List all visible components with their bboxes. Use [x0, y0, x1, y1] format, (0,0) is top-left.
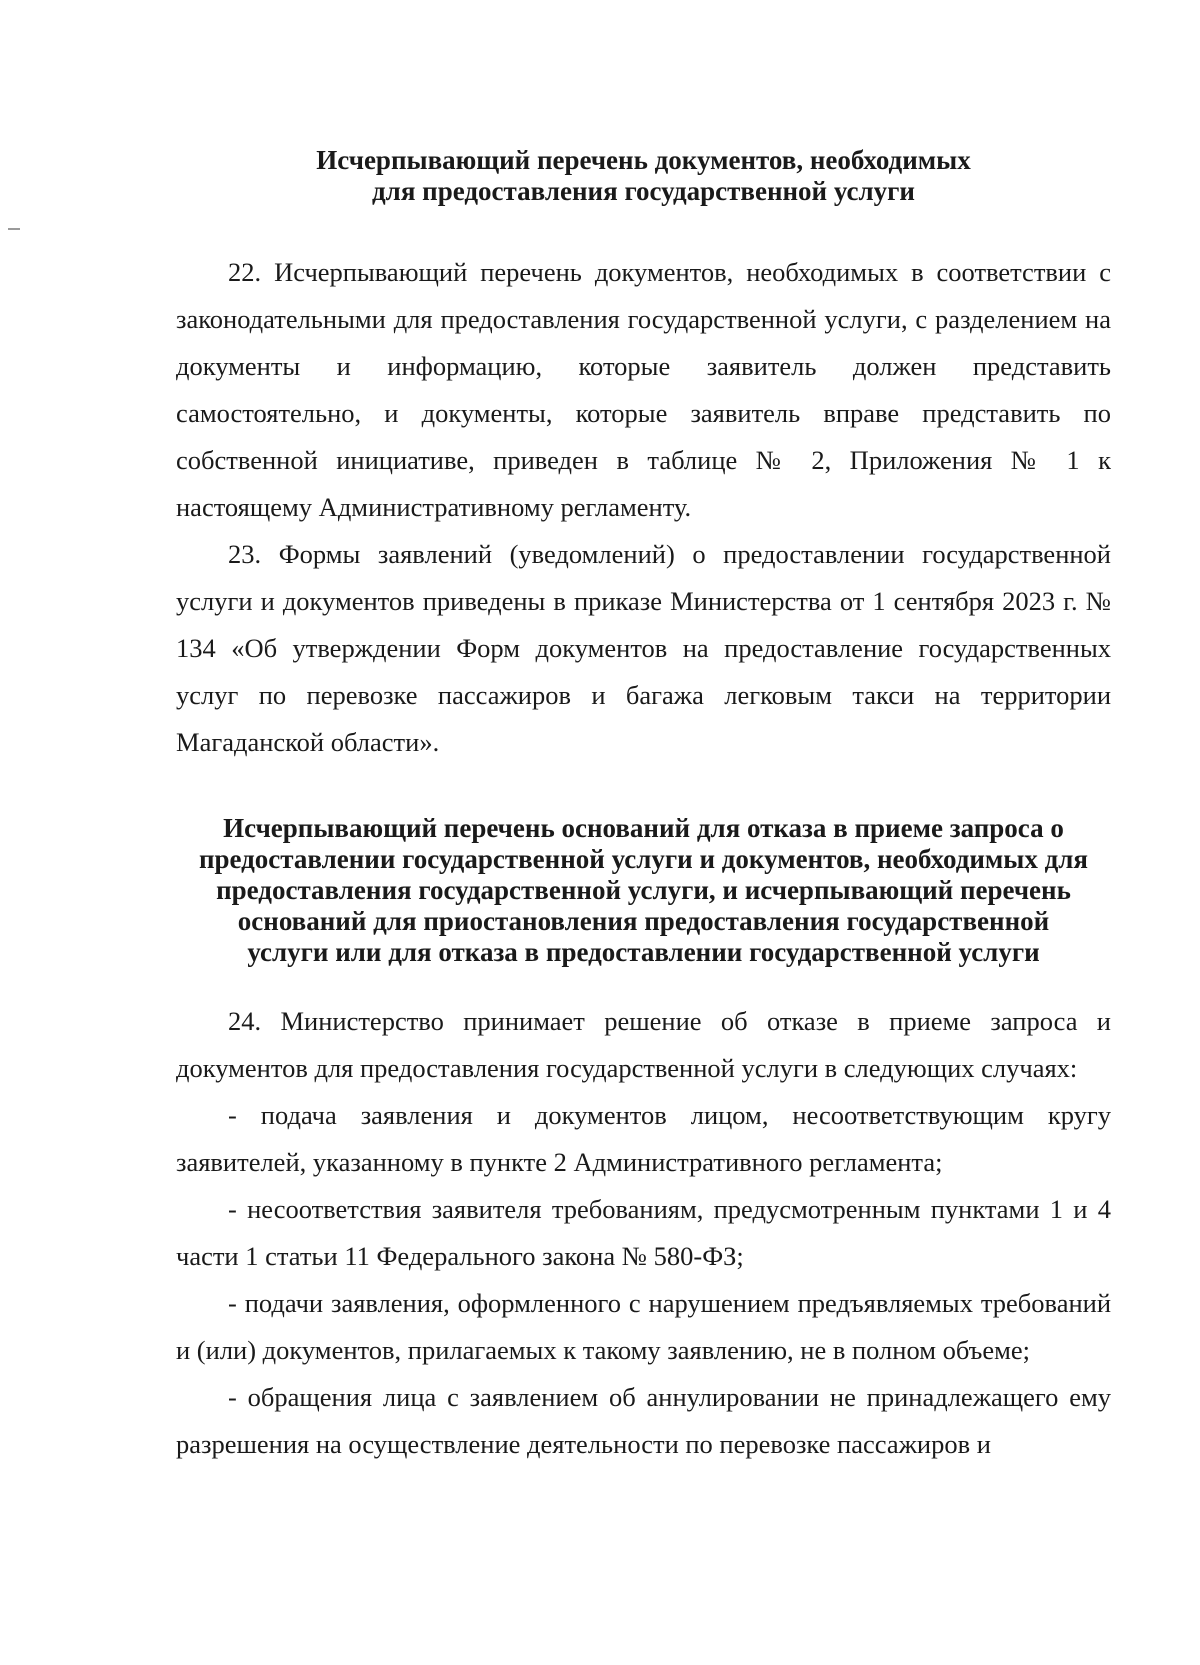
heading-line: оснований для приостановления предоставления государственной [237, 906, 1050, 936]
heading-line: предоставлении государственной услуги и документов, необходимых для [198, 844, 1089, 874]
heading-line: Исчерпывающий перечень оснований для отказа в приеме запроса о [223, 813, 1064, 843]
page-content [176, 145, 1111, 1468]
heading-line: услуги или для отказа в предоставлении государственной услуги [247, 937, 1040, 967]
list-item-refusal-ground: - обращения лица с заявлением об аннулировании не принадлежащего ему разрешения на осуществление деятельности по перевозке пассажиров и [176, 1382, 1111, 1459]
section-heading-refusal-grounds [176, 813, 1111, 968]
heading-line: для предоставления государственной услуги [372, 176, 915, 206]
heading-line: предоставления государственной услуги, и исчерпывающий перечень [216, 875, 1071, 905]
section-heading-required-documents [176, 145, 1111, 207]
list-item-refusal-ground: - подача заявления и документов лицом, несоответствующим кругу заявителей, указанному в пункте 2 Административного регламента; [176, 1100, 1111, 1177]
paragraph-22: 22. Исчерпывающий перечень документов, необходимых в соответствии с законодательными для предоставления государственной услуги, с разделением на документы и информацию, которые заявитель должен представить самостоятельно, и документы, которые заявитель вправе представить по собственной инициативе, приведен в таблице № 2, Приложения № 1 к настоящему Административному регламенту. [176, 257, 1111, 522]
heading-line: Исчерпывающий перечень документов, необходимых [316, 145, 971, 175]
margin-scan-mark [8, 228, 20, 230]
paragraph-24: 24. Министерство принимает решение об отказе в приеме запроса и документов для предоставления государственной услуги в следующих случаях: [176, 1006, 1111, 1083]
list-item-refusal-ground: - несоответствия заявителя требованиям, предусмотренным пунктами 1 и 4 части 1 статьи 11 Федерального закона № 580-ФЗ; [176, 1194, 1111, 1271]
paragraph-23: 23. Формы заявлений (уведомлений) о предоставлении государственной услуги и документов приведены в приказе Министерства от 1 сентября 2023 г. № 134 «Об утверждении Форм документов на предоставление государственных услуг по перевозке пассажиров и багажа легковым такси на территории Магаданской области». [176, 539, 1111, 757]
list-item-refusal-ground: - подачи заявления, оформленного с нарушением предъявляемых требований и (или) документов, прилагаемых к такому заявлению, не в полном объеме; [176, 1288, 1111, 1365]
